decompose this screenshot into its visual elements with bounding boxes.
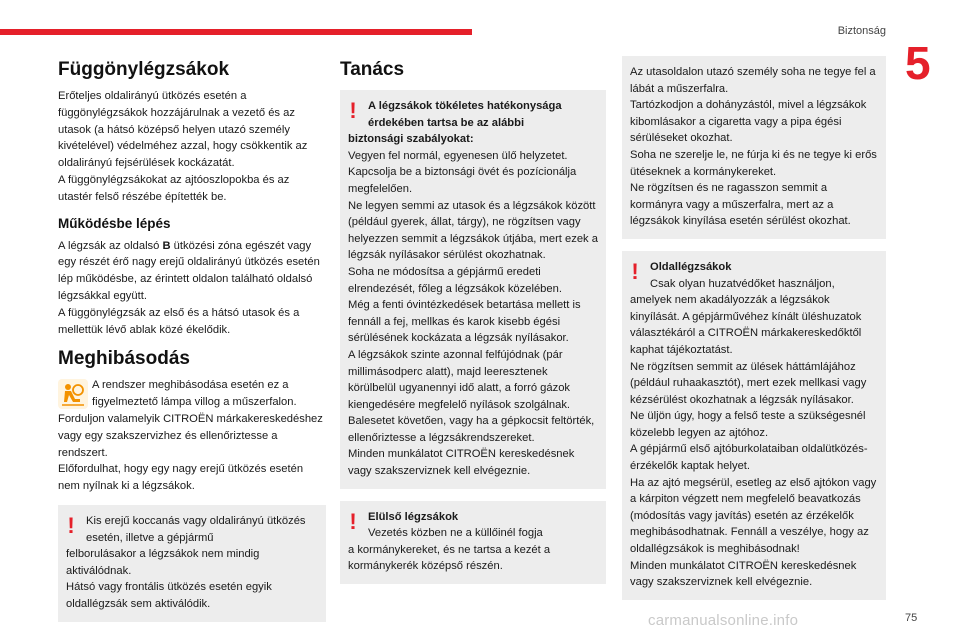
advice-box-front-airbags xyxy=(340,501,606,584)
activation-text: A légzsák az oldalsó B ütközési zóna egészét vagy egy részét érő nagy erejű oldalirányú ütközés esetén lép működésbe, az érintett oldalon található oldalsó légzsákkal együtt. A függönylégzsák az első és a hátsó utasok és a mellettük lévő ablak közé ékelődik. xyxy=(58,239,320,336)
exclamation-icon: ! xyxy=(67,512,75,538)
exclamation-icon: ! xyxy=(631,258,639,284)
side-airbags-lead: Csak olyan huzatvédőket használjon, xyxy=(650,277,835,290)
passenger-text: Az utasoldalon utazó személy soha ne tegye fel a lábát a műszerfalra. Tartózkodjon a dohányzástól, mivel a légzsákok kibomlásakor a cigaretta vagy a pipa égési sérüléseket okozhat. Soha ne szerelje le, ne fúrja ki és ne tegye ki erős ütéseknek a kormánykereket. Ne rögzítsen és ne ragasszon semmit a kormányra vagy a műszerfalra, mert az a légzsákok kinyílása esetén sérülést okozhat. xyxy=(630,66,877,228)
heading-curtain-airbags: Függönylégzsákok xyxy=(58,59,230,80)
advice-lead: A légzsákok tökéletes hatékonysága érdekében tartsa be az alábbi xyxy=(368,100,562,129)
column-right xyxy=(622,56,886,600)
section-label: Biztonság xyxy=(837,25,886,37)
warning-text: felborulásakor a légzsákok nem mindig aktiválódnak. Hátsó vagy frontális ütközés esetén egyik oldallégzsák sem aktiválódik. xyxy=(66,548,272,610)
advice-rules-title: biztonsági szabályokat: xyxy=(348,133,474,146)
warning-box-minor-impact xyxy=(58,505,326,622)
advice-box-side-airbags xyxy=(622,251,886,600)
front-airbags-text: a kormánykereket, és ne tartsa a kezét a kormánykerék középső részén. xyxy=(348,543,551,573)
fault-text: Forduljon valamelyik CITROËN márkakereskedéshez vagy egy szakszervizhez és ellenőriztesse a rendszert. Előfordulhat, hogy egy nagy erejű ütközés esetén nem nyílnak ki a légzsákok. xyxy=(58,412,323,493)
column-middle xyxy=(340,54,606,584)
advice-text: Vegyen fel normál, egyenesen ülő helyzetet. Kapcsolja be a biztonsági övét és pozícionálja megfelelően. Ne legyen semmi az utasok és a légzsákok között (például gyerek, állat, tárgy), ne rögzítsen vagy helyezzen semmit a légzsákok útjába, mert ezek a légzsák nyílásakor sérülést okozhatnak. Soha ne módosítsa a gépjármű eredeti elrendezését, főleg a légzsákok közelében. Még a fenti óvintézkedések betartása mellett is fennáll a fej, mellkas és karok kisebb égési sérülésének kockázata a légzsák nyílásakor. A légzsákok szinte azonnal felfújódnak (pár millimásodperc alatt), majd leeresztenek körülbelül ugyanennyi idő alatt, a forró gázok kiengedésére megfelelő nyílások szolgálnak. Balesetet követően, vagy ha a gépkocsit feltörték, ellenőriztesse a légzsákrendszereket. Minden munkálatot CITROËN kereskedésnek vagy szakszerviznek kell elvégeznie. xyxy=(348,149,598,478)
exclamation-icon: ! xyxy=(349,508,357,534)
zone-letter: B xyxy=(162,239,171,252)
intro-text: Erőteljes oldalirányú ütközés esetén a függönylégzsákok hozzájárulnak a vezető és az utasok (a hátsó középső helyen utazó személy kivételével) védelméhez azzal, hogy csökkentik az oldalirányú fejsérülések kockázatát. A függönylégzsákokat az ajtóoszlopokba és az utastér felső részébe építették be. xyxy=(58,90,308,203)
column-left xyxy=(58,54,326,622)
front-airbags-title: Elülső légzsákok xyxy=(368,510,459,523)
side-airbags-text: amelyek nem akadályozzák a légzsákok kinyílását. A gépjárművéhez kínált üléshuzatok választékáról a CITROËN márkakereskedőktől kaphat tájékoztatást. Ne rögzítsen semmit az ülések háttámlájához (például ruhaakasztót), mert ezek mellkasi vagy kézsérülést okozhatnak a légzsák nyílásakor. Ne üljön úgy, hogy a felső teste a szükségesnél közelebb legyen az ajtóhoz. A gépjármű első ajtóburkolataiban oldalütközés-érzékelők kaptak helyet. Ha az ajtó megsérül, esetleg az első ajtókon vagy a kárpiton végzett nem megfelelő beavatkozás (módosítás vagy javítás) esetén az érzékelők meghibásodhatnak. Fennáll a veszélye, hogy az oldallégzsákok is meghibásodnak! Minden munkálatot CITROËN kereskedésnek vagy szakszerviznek kell elvégeznie. xyxy=(630,294,877,589)
heading-activation: Működésbe lépés xyxy=(58,215,171,231)
advice-box-passenger xyxy=(622,56,886,239)
watermark: carmanualsonline.info xyxy=(648,612,799,629)
header-accent-bar xyxy=(0,29,472,35)
exclamation-icon: ! xyxy=(349,98,357,123)
advice-box-safety-rules xyxy=(340,90,606,489)
page-number: 75 xyxy=(905,612,918,624)
front-airbags-lead: Vezetés közben ne a küllőinél fogja xyxy=(368,527,543,540)
warning-lead: Kis erejű koccanás vagy oldalirányú ütközés esetén, illetve a gépjármű xyxy=(86,514,306,544)
airbag-warning-lamp-icon xyxy=(58,379,88,409)
fault-text-first: A rendszer meghibásodása esetén ez a figyelmeztető lámpa villog a műszerfalon. xyxy=(92,379,297,409)
heading-fault: Meghibásodás xyxy=(58,348,190,370)
side-airbags-title: Oldallégzsákok xyxy=(650,260,732,273)
chapter-number: 5 xyxy=(905,37,931,89)
fault-row xyxy=(58,377,326,411)
heading-advice: Tanács xyxy=(340,59,405,80)
